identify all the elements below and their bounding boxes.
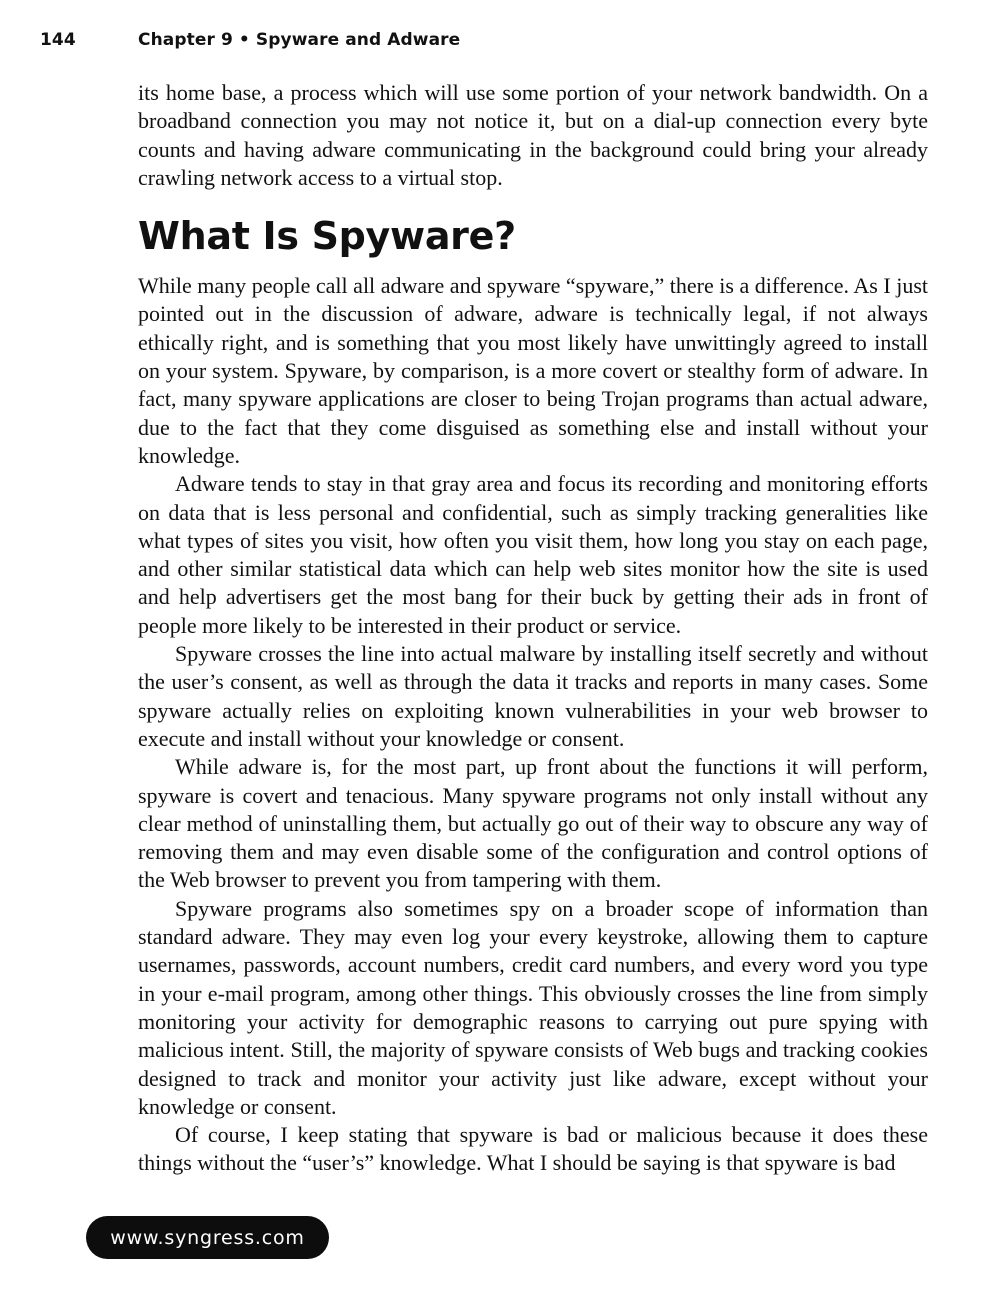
section-heading: What Is Spyware?: [138, 214, 516, 259]
website-url: www.syngress.com: [110, 1226, 305, 1249]
body-paragraph-2: Adware tends to stay in that gray area and focus its recording and monitoring efforts on data that is less personal and confidential, such as simply tracking generalities like what types of sites you visit, how often you visit them, how long you stay on each page, and other similar statistical data which can help web sites monitor how the site is used and help advertisers get the most bang for their buck by getting their ads in front of people more likely to be interested in their product or service.: [138, 471, 928, 638]
body-paragraph-4: While adware is, for the most part, up front about the functions it will perform, spyware is covert and tenacious. Many spyware programs not only install without any clear method of uninstalling them, but actually go out of their way to obscure any way of removing them and may even disable some of the configuration and control options of the Web browser to prevent you from tampering with them.: [138, 754, 928, 893]
body-paragraph-5: Spyware programs also sometimes spy on a broader scope of information than standard adware. They may even log your every keystroke, allowing them to capture usernames, passwords, account numbers, credit card numbers, and every word you type in your e-mail program, among other things. This obviously crosses the line from simply monitoring your activity for demographic reasons to carrying out pure spying with malicious intent. Still, the majority of spyware consists of Web bugs and tracking cookies designed to track and monitor your activity just like adware, except without your knowledge or consent.: [138, 895, 928, 1119]
body-paragraph-3: Spyware crosses the line into actual malware by installing itself secretly and without the user’s consent, as well as through the data it tracks and reports in many cases. Some spyware actually relies on exploiting known vulnerabilities in your web browser to execute and install without your knowledge or consent.: [138, 641, 928, 751]
website-badge: [86, 1216, 329, 1259]
page-body: [138, 79, 928, 1178]
intro-paragraph: its home base, a process which will use some portion of your network bandwidth. On a broadband connection you may not notice it, but on a dial-up connection every byte counts and having adware communicating in the background could bring your already crawling network access to a virtual stop.: [138, 80, 928, 190]
body-paragraph-6: Of course, I keep stating that spyware is bad or malicious because it does these things without the “user’s” knowledge. What I should be saying is that spyware is bad: [138, 1122, 928, 1176]
page-number: 144: [40, 30, 76, 50]
running-header: [40, 30, 460, 50]
chapter-title: Chapter 9 • Spyware and Adware: [138, 30, 461, 50]
body-paragraph-1: While many people call all adware and spyware “spyware,” there is a difference. As I just pointed out in the discussion of adware, adware is technically legal, if not always ethically right, and is something that you most likely have unwittingly agreed to install on your system. Spyware, by comparison, is a more covert or stealthy form of adware. In fact, many spyware applications are closer to being Trojan programs than actual adware, due to the fact that they come disguised as something else and install without your knowledge.: [138, 273, 928, 468]
